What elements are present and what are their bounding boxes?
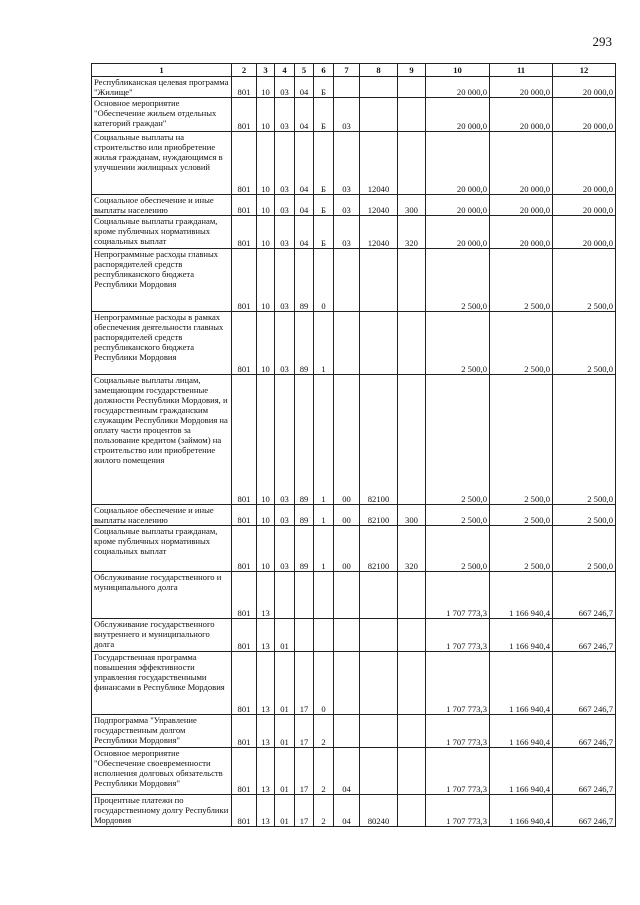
cell-section: 10 (257, 195, 275, 216)
cell-amount-2022: 1 166 940,4 (490, 652, 553, 715)
cell-section: 10 (257, 98, 275, 132)
cell-expense-type: 320 (398, 216, 426, 249)
table-row (92, 375, 616, 505)
cell-section: 13 (257, 619, 275, 652)
cell-subprogram: Б (314, 195, 334, 216)
cell-amount-2023: 20 000,0 (553, 195, 616, 216)
cell-direction: 82100 (360, 526, 398, 572)
cell-subsection: 03 (275, 249, 295, 312)
cell-subprogram: 2 (314, 795, 334, 827)
cell-amount-2021: 20 000,0 (426, 195, 490, 216)
budget-table (91, 63, 616, 827)
cell-ministry: 801 (232, 572, 257, 619)
cell-program (295, 572, 314, 619)
cell-amount-2022: 1 166 940,4 (490, 748, 553, 795)
cell-subprogram: 2 (314, 715, 334, 748)
cell-section: 13 (257, 748, 275, 795)
page-number: 293 (592, 34, 612, 49)
cell-subprogram: 0 (314, 249, 334, 312)
column-header-10: 10 (426, 64, 490, 77)
cell-activity: 00 (334, 505, 360, 526)
cell-expense-type (398, 748, 426, 795)
cell-amount-2022: 1 166 940,4 (490, 619, 553, 652)
cell-expense-type (398, 619, 426, 652)
column-header-6: 6 (314, 64, 334, 77)
table-row (92, 526, 616, 572)
cell-ministry: 801 (232, 652, 257, 715)
column-header-8: 8 (360, 64, 398, 77)
cell-expense-type: 320 (398, 526, 426, 572)
column-header-4: 4 (275, 64, 295, 77)
cell-expense-type: 300 (398, 505, 426, 526)
cell-program: 17 (295, 795, 314, 827)
cell-activity: 03 (334, 216, 360, 249)
cell-amount-2022: 1 166 940,4 (490, 795, 553, 827)
cell-subprogram (314, 572, 334, 619)
cell-section: 13 (257, 715, 275, 748)
cell-section: 10 (257, 132, 275, 195)
table-row (92, 572, 616, 619)
cell-ministry: 801 (232, 748, 257, 795)
cell-name: Республиканская целевая программа "Жилище" (92, 77, 232, 98)
column-header-2: 2 (232, 64, 257, 77)
cell-subsection: 01 (275, 652, 295, 715)
cell-name: Подпрограмма "Управление государственным долгом Республики Мордовия" (92, 715, 232, 748)
cell-subprogram: 1 (314, 375, 334, 505)
cell-activity (334, 312, 360, 375)
table-row (92, 77, 616, 98)
cell-amount-2021: 2 500,0 (426, 526, 490, 572)
cell-activity: 03 (334, 132, 360, 195)
cell-amount-2022: 1 166 940,4 (490, 572, 553, 619)
cell-amount-2023: 20 000,0 (553, 77, 616, 98)
cell-amount-2023: 2 500,0 (553, 505, 616, 526)
cell-amount-2021: 20 000,0 (426, 77, 490, 98)
cell-program: 89 (295, 375, 314, 505)
cell-subprogram: 1 (314, 526, 334, 572)
cell-expense-type (398, 312, 426, 375)
cell-amount-2021: 1 707 773,3 (426, 619, 490, 652)
cell-amount-2022: 2 500,0 (490, 505, 553, 526)
cell-section: 10 (257, 216, 275, 249)
table-row (92, 652, 616, 715)
cell-activity (334, 715, 360, 748)
cell-subsection: 01 (275, 795, 295, 827)
cell-amount-2021: 2 500,0 (426, 375, 490, 505)
cell-expense-type (398, 652, 426, 715)
cell-subprogram (314, 619, 334, 652)
cell-subsection: 01 (275, 715, 295, 748)
cell-direction: 12040 (360, 216, 398, 249)
cell-activity (334, 652, 360, 715)
cell-ministry: 801 (232, 505, 257, 526)
cell-expense-type (398, 132, 426, 195)
cell-ministry: 801 (232, 312, 257, 375)
cell-amount-2023: 667 246,7 (553, 715, 616, 748)
table-row (92, 216, 616, 249)
cell-amount-2021: 1 707 773,3 (426, 715, 490, 748)
column-header-7: 7 (334, 64, 360, 77)
cell-subsection: 01 (275, 748, 295, 795)
cell-name: Процентные платежи по государственному долгу Республики Мордовия (92, 795, 232, 827)
cell-activity: 00 (334, 526, 360, 572)
cell-expense-type (398, 77, 426, 98)
cell-ministry: 801 (232, 77, 257, 98)
cell-subsection: 03 (275, 98, 295, 132)
cell-expense-type (398, 375, 426, 505)
cell-name: Социальное обеспечение и иные выплаты населению (92, 505, 232, 526)
cell-amount-2021: 20 000,0 (426, 132, 490, 195)
cell-subsection: 03 (275, 375, 295, 505)
cell-direction (360, 619, 398, 652)
cell-expense-type (398, 715, 426, 748)
cell-name: Государственная программа повышения эффективности управления государственными финансами в Республике Мордовия (92, 652, 232, 715)
cell-program: 04 (295, 216, 314, 249)
cell-subsection: 03 (275, 526, 295, 572)
cell-activity: 00 (334, 375, 360, 505)
cell-amount-2023: 2 500,0 (553, 375, 616, 505)
cell-name: Социальные выплаты лицам, замещающим государственные должности Республики Мордовия, и государственным гражданским служащим Республики Мордовия на оплату части процентов за пользование кредитом (займом) на строительство или приобретение жилого помещения (92, 375, 232, 505)
cell-direction: 12040 (360, 132, 398, 195)
cell-section: 10 (257, 375, 275, 505)
header-row (92, 64, 616, 77)
cell-amount-2021: 2 500,0 (426, 505, 490, 526)
cell-subsection (275, 572, 295, 619)
cell-subprogram: 0 (314, 652, 334, 715)
cell-amount-2022: 20 000,0 (490, 216, 553, 249)
cell-ministry: 801 (232, 526, 257, 572)
cell-amount-2021: 2 500,0 (426, 312, 490, 375)
cell-section: 13 (257, 795, 275, 827)
cell-name: Основное мероприятие "Обеспечение жильем отдельных категорий граждан" (92, 98, 232, 132)
cell-direction (360, 98, 398, 132)
cell-program: 89 (295, 312, 314, 375)
cell-ministry: 801 (232, 195, 257, 216)
cell-name: Основное мероприятие "Обеспечение своевременности исполнения долговых обязательств Республики Мордовия" (92, 748, 232, 795)
cell-subsection: 03 (275, 195, 295, 216)
cell-program: 17 (295, 652, 314, 715)
cell-direction (360, 77, 398, 98)
column-header-12: 12 (553, 64, 616, 77)
cell-amount-2023: 20 000,0 (553, 216, 616, 249)
column-header-3: 3 (257, 64, 275, 77)
cell-program: 89 (295, 505, 314, 526)
column-header-1: 1 (92, 64, 232, 77)
cell-amount-2021: 2 500,0 (426, 249, 490, 312)
cell-expense-type (398, 249, 426, 312)
cell-subprogram: Б (314, 216, 334, 249)
cell-amount-2021: 20 000,0 (426, 216, 490, 249)
table-row (92, 312, 616, 375)
cell-program: 17 (295, 715, 314, 748)
cell-amount-2021: 1 707 773,3 (426, 652, 490, 715)
cell-amount-2022: 2 500,0 (490, 312, 553, 375)
cell-amount-2022: 20 000,0 (490, 77, 553, 98)
cell-program (295, 619, 314, 652)
cell-name: Социальные выплаты гражданам, кроме публичных нормативных социальных выплат (92, 526, 232, 572)
cell-amount-2023: 20 000,0 (553, 98, 616, 132)
cell-activity: 04 (334, 748, 360, 795)
cell-expense-type (398, 572, 426, 619)
column-header-5: 5 (295, 64, 314, 77)
cell-expense-type: 300 (398, 195, 426, 216)
cell-program: 04 (295, 195, 314, 216)
cell-activity (334, 249, 360, 312)
cell-activity (334, 619, 360, 652)
cell-subprogram: 2 (314, 748, 334, 795)
cell-subprogram: Б (314, 132, 334, 195)
cell-amount-2023: 667 246,7 (553, 652, 616, 715)
table-row (92, 715, 616, 748)
cell-activity: 03 (334, 98, 360, 132)
cell-activity (334, 572, 360, 619)
cell-ministry: 801 (232, 619, 257, 652)
cell-amount-2022: 2 500,0 (490, 375, 553, 505)
cell-amount-2023: 20 000,0 (553, 132, 616, 195)
cell-name: Социальное обеспечение и иные выплаты населению (92, 195, 232, 216)
cell-name: Социальные выплаты гражданам, кроме публичных нормативных социальных выплат (92, 216, 232, 249)
cell-direction (360, 249, 398, 312)
cell-amount-2023: 2 500,0 (553, 249, 616, 312)
cell-subprogram: 1 (314, 312, 334, 375)
cell-section: 10 (257, 505, 275, 526)
cell-name: Обслуживание государственного и муниципального долга (92, 572, 232, 619)
cell-subsection: 03 (275, 77, 295, 98)
cell-amount-2022: 2 500,0 (490, 526, 553, 572)
cell-direction (360, 715, 398, 748)
cell-name: Социальные выплаты на строительство или приобретение жилья гражданам, нуждающимся в улучшении жилищных условий (92, 132, 232, 195)
cell-amount-2023: 667 246,7 (553, 748, 616, 795)
cell-name: Непрограммные расходы в рамках обеспечения деятельности главных распорядителей средств республиканского бюджета Республики Мордовия (92, 312, 232, 375)
cell-section: 13 (257, 652, 275, 715)
cell-direction (360, 748, 398, 795)
cell-direction: 12040 (360, 195, 398, 216)
cell-direction: 82100 (360, 375, 398, 505)
cell-name: Непрограммные расходы главных распорядителей средств республиканского бюджета Республики Мордовия (92, 249, 232, 312)
cell-direction (360, 652, 398, 715)
cell-amount-2023: 667 246,7 (553, 795, 616, 827)
table-row (92, 619, 616, 652)
cell-expense-type (398, 795, 426, 827)
cell-amount-2021: 1 707 773,3 (426, 748, 490, 795)
cell-amount-2023: 667 246,7 (553, 572, 616, 619)
cell-amount-2023: 667 246,7 (553, 619, 616, 652)
table-row (92, 505, 616, 526)
cell-amount-2022: 1 166 940,4 (490, 715, 553, 748)
cell-subprogram: Б (314, 77, 334, 98)
cell-subsection: 03 (275, 505, 295, 526)
cell-section: 10 (257, 249, 275, 312)
table-row (92, 795, 616, 827)
cell-amount-2022: 20 000,0 (490, 195, 553, 216)
cell-program: 17 (295, 748, 314, 795)
cell-direction: 80240 (360, 795, 398, 827)
cell-expense-type (398, 98, 426, 132)
cell-subprogram: 1 (314, 505, 334, 526)
cell-activity: 04 (334, 795, 360, 827)
cell-amount-2023: 2 500,0 (553, 312, 616, 375)
column-header-11: 11 (490, 64, 553, 77)
cell-subsection: 03 (275, 132, 295, 195)
cell-ministry: 801 (232, 216, 257, 249)
table-row (92, 195, 616, 216)
cell-amount-2022: 2 500,0 (490, 249, 553, 312)
column-header-9: 9 (398, 64, 426, 77)
cell-amount-2021: 1 707 773,3 (426, 795, 490, 827)
table-row (92, 98, 616, 132)
table-row (92, 132, 616, 195)
cell-direction: 82100 (360, 505, 398, 526)
cell-ministry: 801 (232, 249, 257, 312)
cell-direction (360, 312, 398, 375)
cell-section: 13 (257, 572, 275, 619)
cell-subsection: 03 (275, 312, 295, 375)
cell-program: 04 (295, 98, 314, 132)
cell-subprogram: Б (314, 98, 334, 132)
cell-name: Обслуживание государственного внутреннего и муниципального долга (92, 619, 232, 652)
cell-direction (360, 572, 398, 619)
cell-program: 04 (295, 77, 314, 98)
cell-amount-2021: 20 000,0 (426, 98, 490, 132)
cell-ministry: 801 (232, 98, 257, 132)
table-row (92, 748, 616, 795)
cell-section: 10 (257, 526, 275, 572)
cell-ministry: 801 (232, 795, 257, 827)
cell-ministry: 801 (232, 375, 257, 505)
cell-section: 10 (257, 77, 275, 98)
cell-ministry: 801 (232, 132, 257, 195)
cell-section: 10 (257, 312, 275, 375)
cell-amount-2021: 1 707 773,3 (426, 572, 490, 619)
table-row (92, 249, 616, 312)
cell-amount-2022: 20 000,0 (490, 132, 553, 195)
cell-program: 04 (295, 132, 314, 195)
cell-ministry: 801 (232, 715, 257, 748)
cell-amount-2022: 20 000,0 (490, 98, 553, 132)
cell-subsection: 01 (275, 619, 295, 652)
cell-program: 89 (295, 249, 314, 312)
cell-program: 89 (295, 526, 314, 572)
cell-subsection: 03 (275, 216, 295, 249)
cell-activity: 03 (334, 195, 360, 216)
cell-amount-2023: 2 500,0 (553, 526, 616, 572)
cell-activity (334, 77, 360, 98)
